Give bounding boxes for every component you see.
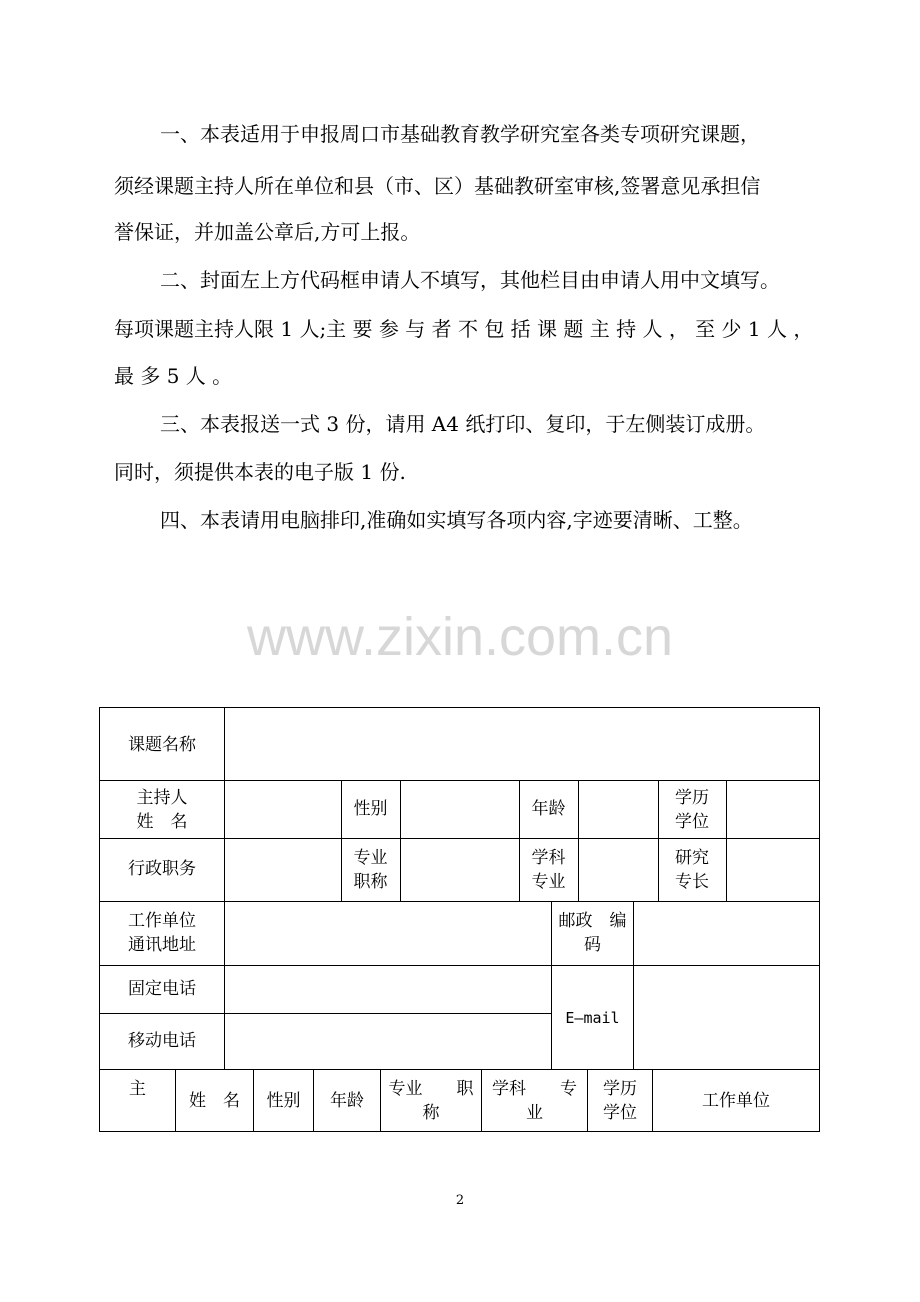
label-host-name-line1: 主持人: [136, 788, 188, 808]
label-professional-title: [341, 846, 400, 894]
label-age: 年龄: [531, 799, 566, 819]
watermark: www.zixin.com.cn: [246, 607, 674, 667]
instruction-line-8: 同时，须提供本表的电子版 1 份.: [114, 460, 406, 484]
col-participant-age: 年龄: [330, 1091, 364, 1111]
label-degree: [658, 786, 726, 834]
application-form: [99, 707, 820, 1132]
label-subject-line2: 专业: [531, 872, 566, 892]
col-participant-subject-line2: 业: [526, 1103, 543, 1123]
col-participant-degree: [588, 1077, 652, 1125]
field-subject[interactable]: [579, 839, 658, 901]
field-mobile[interactable]: [225, 1014, 551, 1069]
label-workplace-address: [100, 909, 224, 957]
instruction-line-3: 誉保证，并加盖公章后,方可上报。: [114, 220, 421, 244]
label-participants-main: 主: [129, 1079, 146, 1099]
field-workplace-address[interactable]: [225, 902, 551, 965]
col-participant-workplace: 工作单位: [702, 1091, 770, 1111]
field-email[interactable]: [634, 966, 819, 1069]
field-expertise[interactable]: [727, 839, 819, 901]
field-landline[interactable]: [225, 966, 551, 1013]
instruction-line-9: 四、本表请用电脑排印,准确如实填写各项内容,字迹要清晰、工整。: [160, 508, 753, 532]
field-gender[interactable]: [401, 781, 519, 838]
label-host-name: [100, 786, 224, 834]
label-project-name: 课题名称: [128, 735, 196, 755]
label-expertise: [658, 846, 726, 894]
col-participant-title-line1: 专业 职: [388, 1079, 474, 1099]
label-postcode-line1: 邮政 编: [558, 911, 627, 931]
col-participant-subject-line1: 学科 专: [492, 1079, 577, 1099]
field-postcode[interactable]: [634, 902, 819, 965]
col-participant-subject: [482, 1077, 587, 1125]
label-host-name-line2: 姓 名: [136, 812, 188, 832]
instruction-line-5: 每项课题主持人限 1 人;主 要 参 与 者 不 包 括 课 题 主 持 人 ， 至 少 1 人 ，: [114, 317, 814, 341]
label-subject: [519, 846, 578, 894]
field-professional-title[interactable]: [401, 839, 519, 901]
page-number: 2: [455, 1193, 465, 1208]
instruction-line-2: 须经课题主持人所在单位和县（市、区）基础教研室审核,签署意见承担信: [114, 174, 761, 198]
label-admin-post: 行政职务: [128, 859, 196, 879]
label-subject-line1: 学科: [531, 848, 566, 868]
label-degree-line1: 学历: [675, 788, 709, 808]
label-expertise-line1: 研究: [675, 848, 709, 868]
instruction-line-7: 三、本表报送一式 3 份，请用 A4 纸打印、复印，于左侧装订成册。: [160, 412, 766, 436]
label-mobile: 移动电话: [128, 1031, 196, 1051]
label-expertise-line2: 专长: [675, 872, 709, 892]
col-participant-title: [381, 1077, 481, 1125]
label-professional-title-line2: 职称: [353, 872, 388, 892]
col-participant-name: 姓 名: [189, 1091, 240, 1111]
label-postcode-line2: 码: [584, 935, 601, 955]
col-participant-title-line2: 称: [422, 1103, 440, 1123]
label-email: E—mail: [565, 1009, 620, 1027]
label-landline: 固定电话: [128, 979, 196, 999]
label-workplace-address-line2: 通讯地址: [128, 935, 196, 955]
label-professional-title-line1: 专业: [353, 848, 388, 868]
field-degree[interactable]: [727, 781, 819, 838]
label-workplace-address-line1: 工作单位: [128, 911, 196, 931]
field-admin-post[interactable]: [225, 839, 341, 901]
label-gender: 性别: [353, 799, 388, 819]
col-participant-degree-line1: 学历: [603, 1079, 637, 1099]
instruction-line-6: 最 多 5 人 。: [114, 364, 233, 388]
field-age[interactable]: [579, 781, 658, 838]
label-postcode: [552, 909, 633, 957]
label-degree-line2: 学位: [675, 812, 709, 832]
field-host-name[interactable]: [225, 781, 341, 838]
instruction-line-1: 一、本表适用于申报周口市基础教育教学研究室各类专项研究课题，: [160, 122, 760, 146]
field-project-name[interactable]: [225, 708, 819, 780]
col-participant-gender: 性别: [266, 1091, 301, 1111]
instruction-line-4: 二、封面左上方代码框申请人不填写，其他栏目由申请人用中文填写。: [160, 268, 780, 292]
col-participant-degree-line2: 学位: [603, 1103, 637, 1123]
